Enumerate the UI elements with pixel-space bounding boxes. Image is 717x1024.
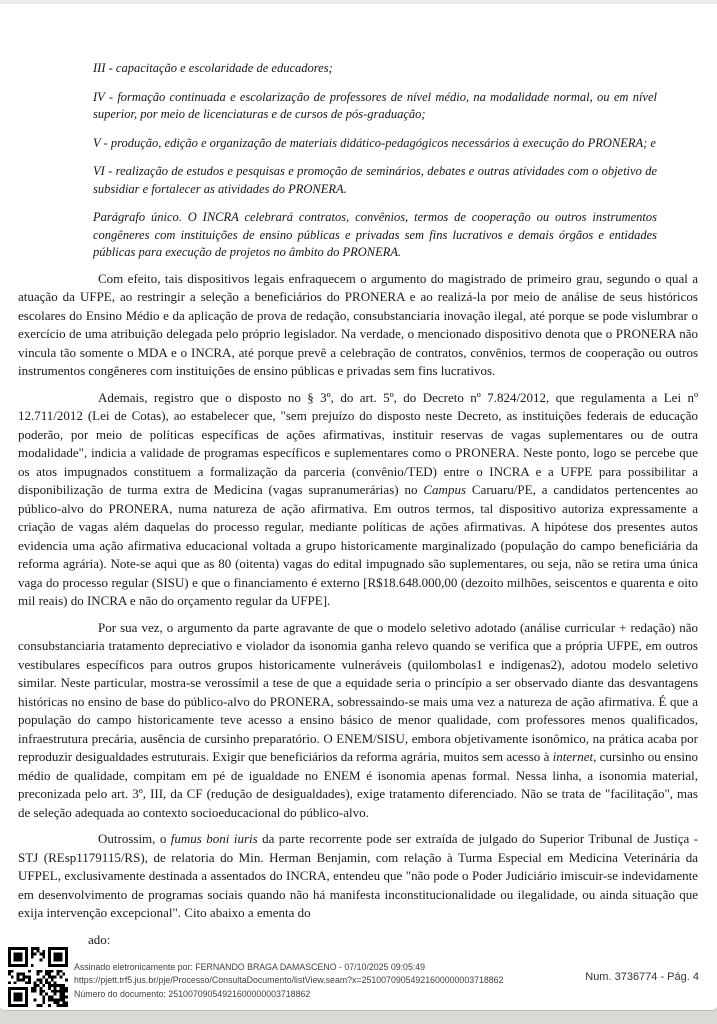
qr-code-icon — [8, 947, 68, 1007]
quote-paragrafo-unico: Parágrafo único. O INCRA celebrará contratos, convênios, termos de cooperação ou outros instrumentos congêneres com instituições de ensino públicas e privadas sem fins lucrativos e demais órgãos e entidades públicas para execução de projetos no âmbito do PRONERA. — [93, 210, 657, 259]
paragraph-por-sua-vez — [18, 619, 698, 823]
paragraph-ademais-campus-italic: Campus — [423, 482, 467, 497]
paragraph-outrossim-overflow: ado: — [88, 931, 111, 947]
paragraph-outrossim-run3: da parte recorrente pode ser extraída de julgado do Superior Tribunal de Justiça - STJ (REsp1179115/RS), de relatoria do Min. Herman Benjamin, com relação à Turma Especial em Medicina Veterinária da UFPEL, exclusivamente destinada a assentados do INCRA, entendeu que "não pode o Poder Judiciário imiscuir-se indevidamente em desenvolvimento de programas sociais quando não há manifesta inconstitucionalidade ou ilegalidade, ou ainda situação que exija intervenção excepcional". Cito abaixo a ementa do — [18, 831, 699, 920]
quote-item-v: V - produção, edição e organização de materiais didático-pedagógicos necessários à execução do PRONERA; e — [93, 135, 656, 150]
paragraph-ademais-run3: Caruaru/PE, a candidatos pertencentes ao público-alvo do PRONERA, numa natureza de ação afirmativa. Em outros termos, tal dispositivo autoriza expressamente a criação de vagas além daquelas do processo regular, mediante políticas de ações afirmativas. A hipótese dos presentes autos evidencia uma ação afirmativa educacional voltada a grupo historicamente marginalizado (população do campo beneficiária da reforma agrária). Note-se aqui que as 80 (oitenta) vagas do edital impugnado são suplementares, ou seja, não se retira uma única vaga do processo regular (SISU) e que o financiamento é externo [R$18.648.000,00 (dezoito milhões, seiscentos e quarenta e oito mil reais) do INCRA e não do orçamento regular da UFPE]. — [18, 482, 698, 608]
document-page — [0, 4, 717, 1011]
quote-item-vi: VI - realização de estudos e pesquisas e promoção de seminários, debates e outras atividades com o objetivo de subsidiar e fortalecer as atividades do PRONERA. — [93, 164, 657, 196]
paragraph-por-sua-vez-run1: Por sua vez, o argumento da parte agravante de que o modelo seletivo adotado (análise curricular + redação) não consubstanciaria tratamento depreciativo e violador da isonomia ganha relevo quando se verifica que a própria UFPE, em outros vestibulares específicos para outros grupos historicamente vulneráveis (quilombolas1 e indígenas2), adotou modelo seletivo similar. Neste particular, mostra-se verossímil a tese de que a equidade seria o princípio a ser observado diante das desvantagens históricas no ensino de base do público-alvo do PRONERA, sobressaindo-se mais uma vez a natureza de ação afirmativa. É que a população do campo historicamente teve acesso a ensino básico de menor qualidade, com professores menos qualificados, infraestrutura precária, ausência de cursinho preparatório. O ENEM/SISU, embora objetivamente isonômico, na prática acaba por reproduzir desigualdades estruturais. Exigir que beneficiários da reforma agrária, muitos sem acesso à — [18, 619, 698, 764]
paragraph-outrossim-fumus-italic: fumus boni iuris — [170, 831, 258, 846]
quote-item-iii: III - capacitação e escolaridade de educadores; — [93, 61, 333, 75]
signature-url-line: https://pjett.trf5.jus.br/pje/Processo/ConsultaDocumento/listView.seam?x=25100709054921600000003718862 — [74, 975, 504, 985]
document-content — [0, 4, 717, 949]
paragraph-por-sua-vez-internet-italic: internet — [552, 749, 594, 764]
paragraph-com-efeito: Com efeito, tais dispositivos legais enfraquecem o argumento do magistrado de primeiro grau, segundo o qual a atuação da UFPE, ao restringir a seleção a beneficiários do PRONERA e ao realizá-la por meio de análise de seus históricos escolares do Ensino Médio e da aplicação de prova de redação, consubstanciaria inovação ilegal, até porque se pode vislumbrar o exercício de uma atribuição delegada pelo próprio legislador. Na verdade, o mencionado dispositivo denota que o PRONERA não vincula tão somente o MDA e o INCRA, até porque prevê a celebração de contratos, convênios, termos de cooperação ou outros instrumentos congêneres com instituições de ensino públicas e privadas sem fins lucrativos. — [18, 270, 698, 378]
paragraph-ademais-run1: Ademais, registro que o disposto no § 3º, do art. 5º, do Decreto nº 7.824/2012, que regulamenta a Lei nº 12.711/2012 (Lei de Cotas), ao estabelecer que, "sem prejuízo do disposto neste Decreto, as instituições federais de educação poderão, por meio de políticas específicas de ações afirmativas, instituir reservas de vagas suplementares ou de outra modalidade", indicia a validade de programas específicos e suplementares como o PRONERA. Neste ponto, logo se percebe que os atos impugnados constituem a formalização da parceria (convênio/TED) entre o INCRA e a UFPE para possibilitar a disponibilização de turma extra de Medicina (vagas supranumerárias) no — [18, 389, 698, 497]
paragraph-ademais — [18, 389, 698, 611]
quote-item-iv: IV - formação continuada e escolarização de professores de nível médio, na modalidade normal, ou em nível superior, por meio de licenciaturas e de cursos de pós-graduação; — [93, 89, 657, 121]
signature-stamp — [74, 961, 503, 1002]
page-number-label: Num. 3736774 - Pág. 4 — [585, 971, 699, 983]
signature-doc-number-line: Número do documento: 25100709054921600000003718862 — [74, 988, 311, 999]
signature-signed-line: Assinado eletronicamente por: FERNANDO BRAGA DAMASCENO - 07/10/2025 09:05:49 — [74, 961, 426, 972]
paragraph-por-sua-vez-run3: , cursinho ou ensino médio de qualidade, compitam em pé de igualdade no ENEM é isonomia apenas formal. Nessa linha, a isonomia material, preconizada pelo art. 3º, III, da CF (redução de desigualdades), exige tratamento diferenciado. Não se trata de "facilitação", mas de seleção adequada ao contexto socioeducacional do público-alvo. — [18, 749, 698, 820]
paragraph-outrossim — [18, 830, 698, 923]
paragraph-outrossim-run1: Outrossim, o — [98, 831, 171, 846]
